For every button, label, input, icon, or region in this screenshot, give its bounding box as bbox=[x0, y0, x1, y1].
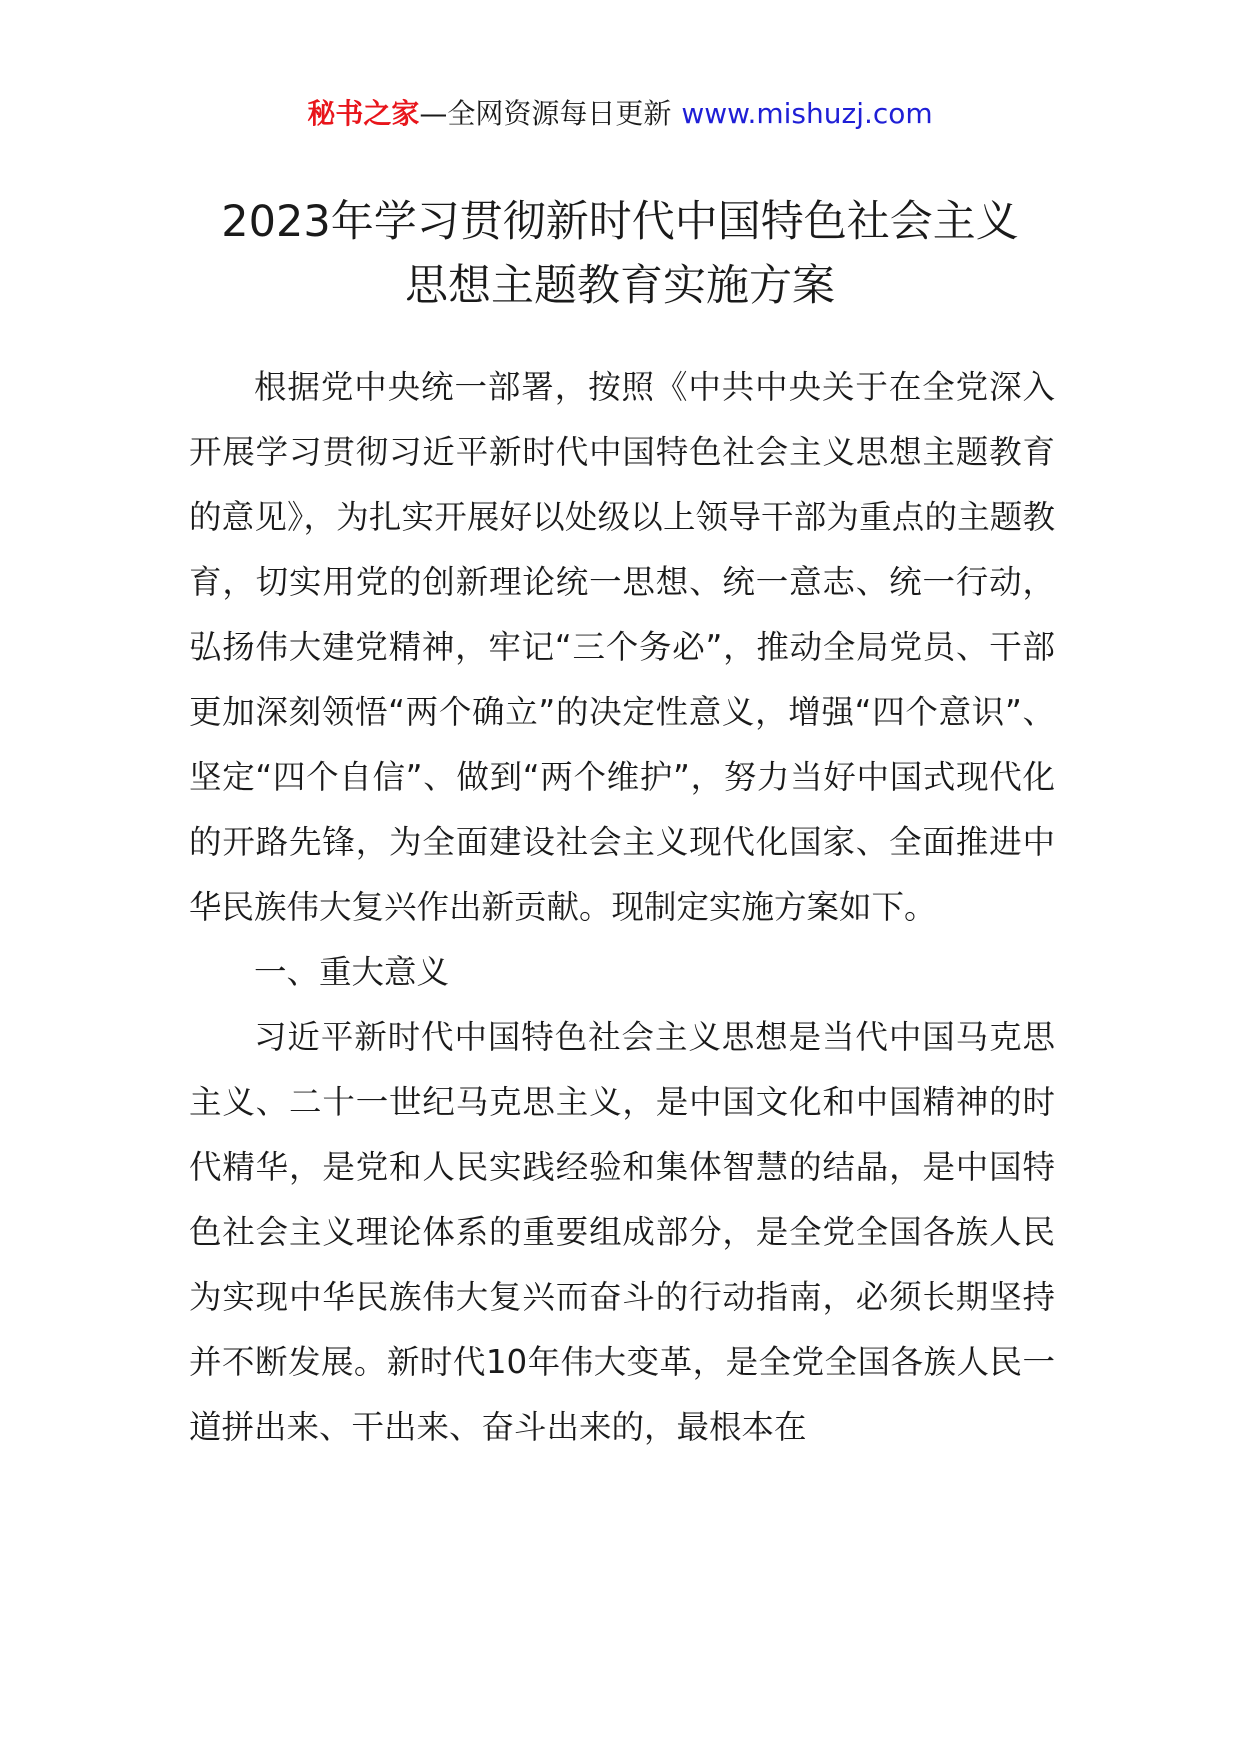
title-line-2: 思想主题教育实施方案 bbox=[405, 261, 835, 311]
site-header bbox=[0, 94, 1240, 134]
paragraph-intro: 根据党中央统一部署，按照《中共中央关于在全党深入开展学习贯彻习近平新时代中国特色社会主义思想主题教育的意见》，为扎实开展好以处级以上领导干部为重点的主题教育，切实用党的创新理论统一思想、统一意志、统一行动，弘扬伟大建党精神，牢记“三个务必”，推动全局党员、干部更加深刻领悟“两个确立”的决定性意义，增强“四个意识”、坚定“四个自信”、做到“两个维护”，努力当好中国式现代化的开路先锋，为全面建设社会主义现代化国家、全面推进中华民族伟大复兴作出新贡献。现制定实施方案如下。 bbox=[189, 368, 1055, 926]
site-slogan: —全网资源每日更新 bbox=[419, 97, 672, 130]
paragraph-significance: 习近平新时代中国特色社会主义思想是当代中国马克思主义、二十一世纪马克思主义，是中国文化和中国精神的时代精华，是党和人民实践经验和集体智慧的结晶，是中国特色社会主义理论体系的重要组成部分，是全党全国各族人民为实现中华民族伟大复兴而奋斗的行动指南，必须长期坚持并不断发展。新时代10年伟大变革，是全党全国各族人民一道拼出来、干出来、奋斗出来的，最根本在 bbox=[189, 1018, 1055, 1446]
site-url[interactable]: www.mishuzj.com bbox=[681, 97, 933, 130]
section-heading: 一、重大意义 bbox=[254, 953, 450, 991]
title-line-1: 2023年学习贯彻新时代中国特色社会主义 bbox=[221, 197, 1019, 247]
document-title bbox=[140, 190, 1100, 318]
document-body bbox=[189, 355, 1055, 1460]
site-brand: 秘书之家 bbox=[307, 97, 420, 130]
